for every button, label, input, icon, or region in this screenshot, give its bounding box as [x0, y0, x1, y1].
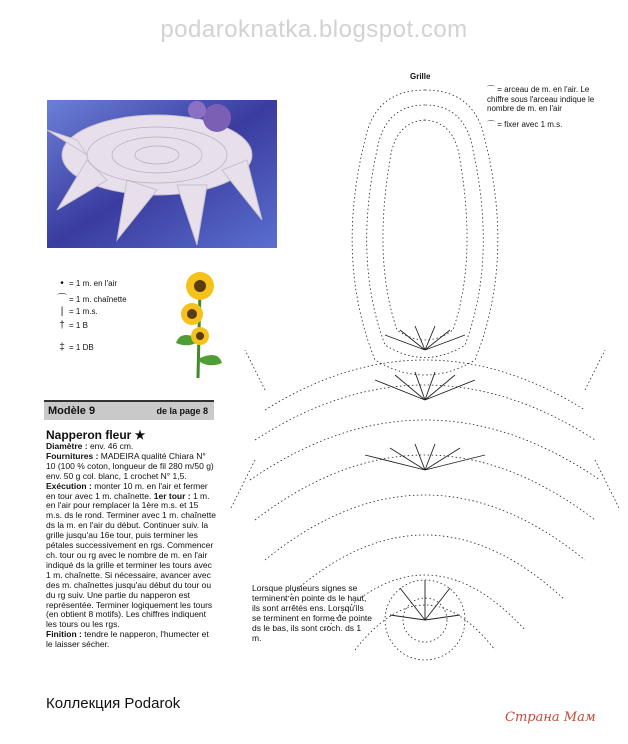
legend-row: [55, 342, 94, 353]
collection-caption: Коллекция Podarok: [46, 695, 181, 712]
finition-label: Finition :: [46, 629, 82, 640]
site-logo: Страна Мам: [505, 710, 596, 725]
legend-label: = 1 m.s.: [69, 307, 98, 316]
legend-label: = 1 m. chaînette: [69, 295, 127, 304]
sunflower-illustration: [170, 268, 230, 383]
legend-row: [55, 290, 127, 305]
page-reference: de la page 8: [156, 406, 208, 416]
fix-note: = fixer avec 1 m.s.: [497, 119, 563, 129]
legend-label: = 1 DB: [69, 343, 94, 352]
arc-icon: ⌒: [57, 294, 67, 305]
model-header: [44, 400, 214, 420]
arc-icon: ⌒: [487, 85, 498, 94]
instructions: [46, 442, 216, 650]
legend-row: [55, 320, 88, 331]
legend-label: = 1 m. en l'air: [69, 279, 117, 288]
pattern-title: Napperon fleur ★: [46, 428, 146, 442]
fix-icon: ⌒: [487, 119, 498, 129]
arc-note: = arceau de m. en l'air. Le chiffre sous l'arceau indique le nombre de m. en l'air: [487, 85, 595, 113]
treble-crochet-icon: ‡: [59, 342, 65, 353]
single-crochet-icon: |: [60, 306, 64, 317]
fournitures-text: MADEIRA qualité Chiara N° 10 (100 % coton, longueur de fil 280 m/50 g) env. 50 g col. blanc, 1 crochet N° 1,5.: [46, 450, 214, 481]
dot-icon: •: [60, 278, 64, 289]
legend-label: = 1 B: [69, 321, 88, 330]
fournitures-label: Fournitures :: [46, 450, 99, 461]
finition-text: tendre le napperon, l'humecter et le laisser sécher.: [46, 629, 209, 650]
diametre-value: env. 46 cm.: [89, 441, 134, 451]
grid-title: Grille: [410, 72, 431, 81]
execution-text-2: 1 m. en l'air pour remplacer la 1ère m.s. et 15 m.s. ds le rond. Terminer avec 1 m. chaînette ds la m. en l'air du début. Continuer suiv. la grille jusqu'au 16e tour, puis terminer les pétales successivement en rgs. Commencer ch. tour ou rg avec le nombre de m. en l'air indiqué ds la grille et terminer les tours avec 1 m. chaînette. Si nécessaire, avancer avec des m. chaînettes jusqu'au début du tour ou du rg suiv. Une partie du napperon est représentée. Terminer logiquement les tours (en obtient 8 motifs). Les chiffres indiquent les tours ou les rgs.: [46, 490, 216, 630]
chart-notes: [487, 85, 597, 135]
watermark: podaroknatka.blogspot.com: [160, 16, 468, 43]
legend-row: [55, 278, 117, 289]
execution-text-1: monter 10 m. en l'air et fermer en tour avec 1 m. chaînette.: [46, 480, 208, 501]
double-crochet-icon: †: [59, 320, 65, 331]
execution-label: Exécution :: [46, 480, 92, 491]
diametre-label: Diamètre :: [46, 441, 88, 451]
legend-row: [55, 306, 98, 317]
model-label: Modèle 9: [48, 405, 96, 417]
bottom-note: Lorsque plusieurs signes se terminent en pointe ds le haut, ils sont arrêtés ens. Lorsqu'ils se terminent en forme de pointe ds le bas, ils sont croch. ds 1 m.: [252, 583, 373, 643]
tour1-label: 1er tour :: [153, 490, 191, 501]
